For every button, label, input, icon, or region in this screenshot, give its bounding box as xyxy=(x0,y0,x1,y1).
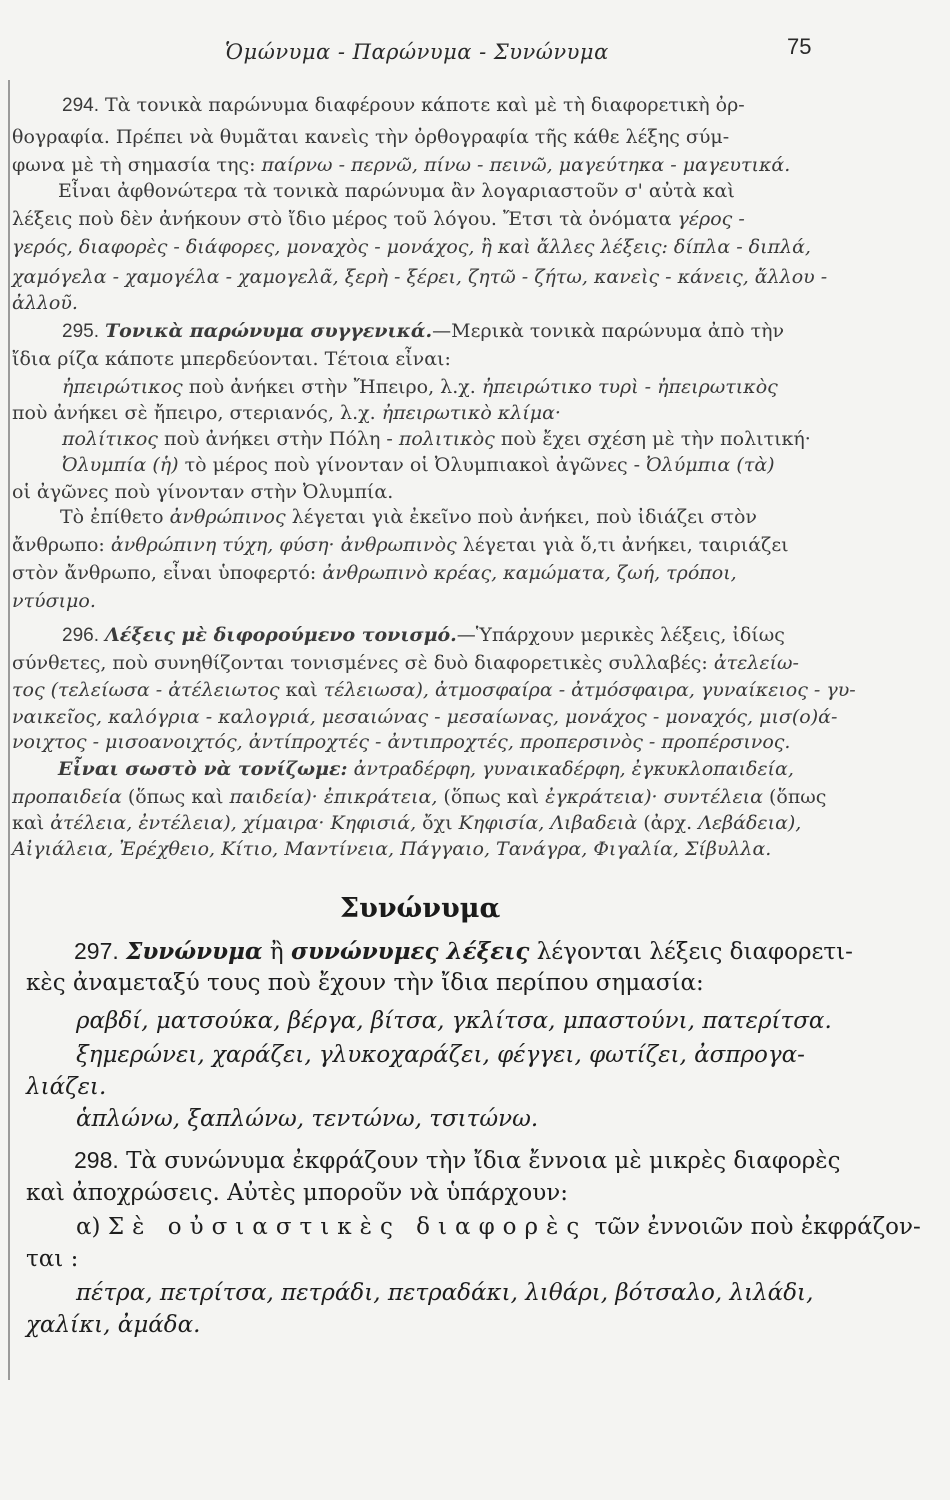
p296-line-2: σύνθετες, ποὺ συνηθίζονται τονισμένες σὲ δυὸ διαφορετικὲς συλλαβές: ἀτελείω- xyxy=(12,652,799,674)
p297-line-2: κὲς ἀναμεταξύ τους ποὺ ἔχουν τὴν ἴδια περίπου σημασία: xyxy=(26,970,704,996)
page-number: 75 xyxy=(787,34,812,59)
p297-example-3: λιάζει. xyxy=(26,1074,107,1100)
p295-line-11: ντύσιμο. xyxy=(12,590,96,612)
p295-number: 295. xyxy=(62,321,99,342)
p295-line-1: 295. Τονικὰ παρώνυμα συγγενικά.—Μερικὰ τονικὰ παρώνυμα ἀπὸ τὴν xyxy=(62,320,785,342)
p296-line-6: Εἶναι σωστὸ νὰ τονίζωμε: ἀντραδέρφη, γυναικαδέρφη, ἐγκυκλοπαιδεία, xyxy=(58,758,794,780)
p295-line-2: ἴδια ρίζα κάποτε μπερδεύονται. Τέτοια εἶναι: xyxy=(12,348,451,370)
p295-line-6: Ὀλυμπία (ἡ) τὸ μέρος ποὺ γίνονταν οἱ Ὀλυμπιακοὶ ἀγῶνες - Ὀλύμπια (τὰ) xyxy=(62,454,775,476)
p296-line-9: Αἰγιάλεια, Ἐρέχθειο, Κίτιο, Μαντίνεια, Πάγγαιο, Τανάγρα, Φιγαλία, Σίβυλλα. xyxy=(12,838,772,860)
p296-line-4: ναικεῖος, καλόγρια - καλογριά, μεσαιώνας - μεσαίωνας, μονάχος - μοναχός, μισ(ο)ά- xyxy=(12,706,838,728)
p297-line-1: 297. Συνώνυμα ἢ συνώνυμες λέξεις λέγονται λέξεις διαφορετι- xyxy=(74,938,853,965)
p298-number: 298. xyxy=(74,1147,119,1173)
p295-line-4: ποὺ ἀνήκει σὲ ἤπειρο, στεριανός, λ.χ. ἠπειρωτικὸ κλίμα· xyxy=(12,402,561,424)
p294-line-7: χαμόγελα - χαμογέλα - χαμογελᾶ, ξερὴ - ξέρει, ζητῶ - ζήτω, κανεὶς - κάνεις, ἄλλου - xyxy=(12,266,828,288)
p297-example-4: ἁπλώνω, ξαπλώνω, τεντώνω, τσιτώνω. xyxy=(76,1106,539,1132)
p298-line-1: 298. Τὰ συνώνυμα ἐκφράζουν τὴν ἴδια ἔννοια μὲ μικρὲς διαφορὲς xyxy=(74,1147,841,1174)
p294-number: 294. xyxy=(62,95,99,116)
p295-line-8: Τὸ ἐπίθετο ἀνθρώπινος λέγεται γιὰ ἐκεῖνο ποὺ ἀνήκει, ποὺ ἰδιάζει στὸν xyxy=(60,506,757,528)
p297-example-1: ραβδί, ματσούκα, βέργα, βίτσα, γκλίτσα, μπαστούνι, πατερίτσα. xyxy=(76,1008,832,1034)
p297-example-2: ξημερώνει, χαράζει, γλυκοχαράζει, φέγγει, φωτίζει, ἀσπρογα- xyxy=(76,1042,805,1068)
p295-line-5: πολίτικος ποὺ ἀνήκει στὴν Πόλη - πολιτικὸς ποὺ ἔχει σχέση μὲ τὴν πολιτική· xyxy=(62,428,811,450)
running-header: Ὁμώνυμα - Παρώνυμα - Συνώνυμα xyxy=(225,40,609,64)
p294-line-8: ἀλλοῦ. xyxy=(12,292,78,314)
page-edge-line xyxy=(8,80,10,1380)
p298-example-2: χαλίκι, ἀμάδα. xyxy=(26,1312,201,1338)
p294-line-6: γερός, διαφορὲς - διάφορες, μοναχὸς - μονάχος, ἢ καὶ ἄλλες λέξεις: δίπλα - διπλά, xyxy=(12,236,811,258)
p294-line-4: Εἶναι ἀφθονώτερα τὰ τονικὰ παρώνυμα ἂν λογαριαστοῦν σ' αὐτὰ καὶ xyxy=(58,180,735,202)
p296-line-1: 296. Λέξεις μὲ διφορούμενο τονισμό.—Ὑπάρχουν μερικὲς λέξεις, ἰδίως xyxy=(62,624,785,646)
p294-line-1: 294. Τὰ τονικὰ παρώνυμα διαφέρουν κάποτε καὶ μὲ τὴ διαφορετικὴ ὀρ- xyxy=(62,94,745,116)
p295-line-7: οἱ ἀγῶνες ποὺ γίνονταν στὴν Ὀλυμπία. xyxy=(12,481,394,503)
p298-example-1: πέτρα, πετρίτσα, πετράδι, πετραδάκι, λιθάρι, βότσαλο, λιλάδι, xyxy=(76,1280,814,1306)
p296-line-8: καὶ ἀτέλεια, ἐντέλεια), χίμαιρα· Κηφισιά, ὄχι Κηφισία, Λιβαδειὰ (ἀρχ. Λεβάδεια), xyxy=(12,812,802,834)
p296-line-3: τος (τελείωσα - ἀτέλειωτος καὶ τέλειωσα), ἀτμοσφαίρα - ἀτμόσφαιρα, γυναίκειος - γυ- xyxy=(12,679,856,701)
p295-heading: Τονικὰ παρώνυμα συγγενικά. xyxy=(105,320,433,342)
p296-line-7: προπαιδεία (ὅπως καὶ παιδεία)· ἐπικράτεια, (ὅπως καὶ ἐγκράτεια)· συντέλεια (ὅπως xyxy=(12,786,827,808)
p297-number: 297. xyxy=(74,938,119,964)
p295-line-9: ἄνθρωπο: ἀνθρώπινη τύχη, φύση· ἀνθρωπινὸς λέγεται γιὰ ὅ,τι ἀνήκει, ταιριάζει xyxy=(12,534,789,556)
p296-number: 296. xyxy=(62,625,99,646)
p294-line-3: φωνα μὲ τὴ σημασία της: παίρνω - περνῶ, πίνω - πεινῶ, μαγεύτηκα - μαγευτικά. xyxy=(12,154,791,176)
p295-line-10: στὸν ἄνθρωπο, εἶναι ὑποφερτό: ἀνθρωπινὸ κρέας, καμώματα, ζωή, τρόποι, xyxy=(12,562,737,584)
p296-line-5: νοιχτος - μισοανοιχτός, ἀντίπροχτές - ἀντιπροχτές, προπερσινὸς - προπέρσινος. xyxy=(12,731,791,753)
p294-line-2: θογραφία. Πρέπει νὰ θυμᾶται κανεὶς τὴν ὀρθογραφία τῆς κάθε λέξης σύμ- xyxy=(12,126,730,148)
section-heading: Συνώνυμα xyxy=(340,893,501,924)
p298-line-2: καὶ ἀποχρώσεις. Αὐτὲς μποροῦν νὰ ὑπάρχουν: xyxy=(26,1180,568,1206)
p295-line-3: ἠπειρώτικος ποὺ ἀνήκει στὴν Ἤπειρο, λ.χ. ἠπειρώτικο τυρὶ - ἠπειρωτικὸς xyxy=(62,376,778,398)
p298-line-4: ται : xyxy=(26,1246,79,1272)
p296-heading: Λέξεις μὲ διφορούμενο τονισμό. xyxy=(105,624,457,646)
p294-line-5: λέξεις ποὺ δὲν ἀνήκουν στὸ ἴδιο μέρος τοῦ λόγου. Ἔτσι τὰ ὀνόματα γέρος - xyxy=(12,208,745,230)
p298-line-3: α) Σὲ οὐσιαστικὲς διαφορὲς τῶν ἐννοιῶν ποὺ ἐκφράζον- xyxy=(76,1214,921,1240)
